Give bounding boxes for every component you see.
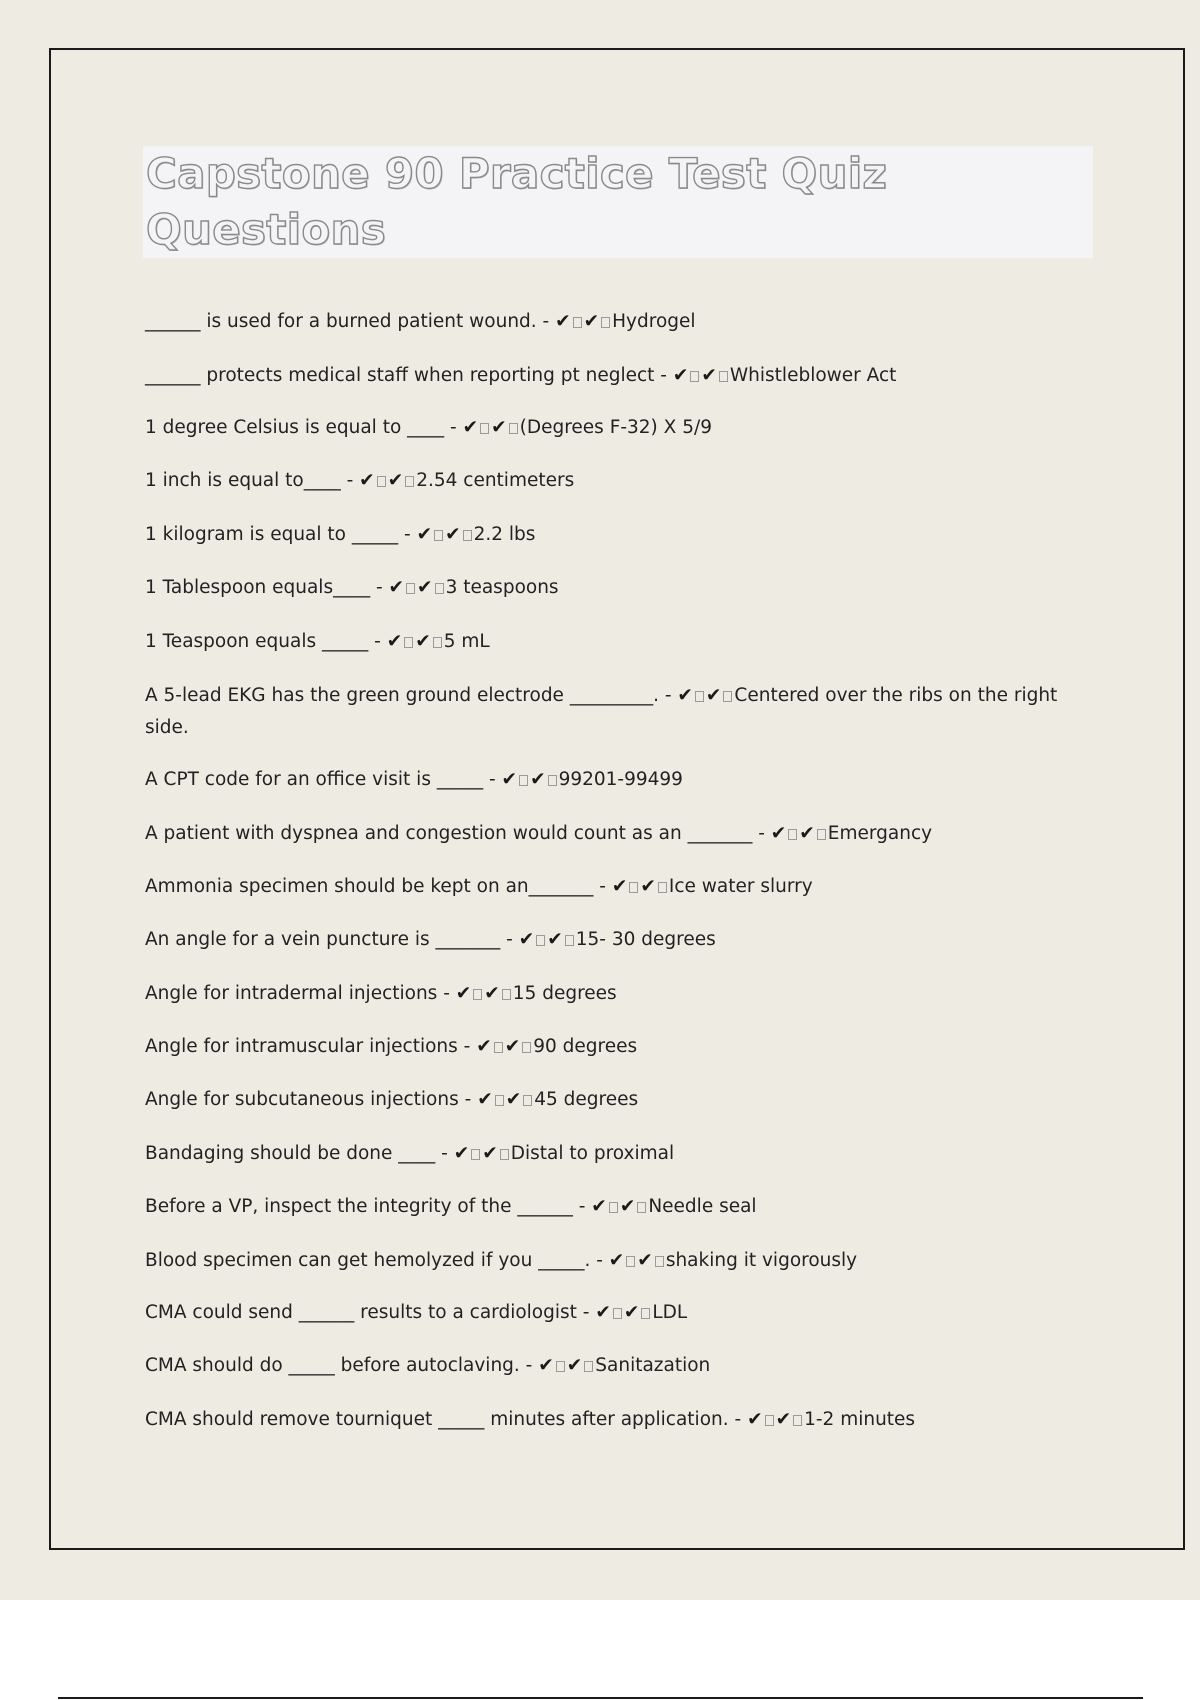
box-icon [548, 775, 557, 786]
box-icon [641, 1308, 650, 1319]
box-icon [502, 989, 511, 1000]
question-item [145, 1031, 1080, 1063]
dash-separator: - [654, 365, 673, 386]
dash-separator: - [590, 1250, 609, 1271]
check-icon: ✔ [611, 876, 628, 897]
check-icon: ✔ [445, 524, 461, 545]
box-icon [471, 1149, 480, 1160]
check-icon: ✔ [583, 311, 600, 332]
dash-separator: - [728, 1409, 748, 1430]
question-text: Angle for subcutaneous injections [145, 1089, 459, 1110]
box-icon [480, 423, 489, 434]
question-item [145, 1138, 1080, 1170]
question-item [145, 626, 1080, 658]
check-icon: ✔ [455, 983, 472, 1004]
check-icon: ✔ [482, 1143, 498, 1164]
check-icon: ✔ [491, 417, 507, 438]
box-icon [522, 1042, 531, 1053]
box-icon [817, 829, 826, 840]
box-icon [690, 371, 699, 382]
answer-text: LDL [652, 1302, 688, 1323]
check-icon: ✔ [388, 577, 405, 598]
check-icon: ✔ [608, 1250, 625, 1271]
answer-text: 2.2 lbs [473, 524, 536, 545]
dash-separator: - [458, 1089, 478, 1110]
question-text: Angle for intramuscular injections [145, 1036, 458, 1057]
check-icon: ✔ [417, 577, 433, 598]
check-icon: ✔ [547, 929, 563, 950]
box-icon [494, 1042, 503, 1053]
check-icon: ✔ [747, 1409, 763, 1430]
dash-separator: - [519, 1355, 539, 1376]
check-icon: ✔ [530, 769, 546, 790]
check-icon: ✔ [619, 1196, 636, 1217]
question-text: Bandaging should be done ____ [145, 1143, 436, 1164]
check-icon: ✔ [623, 1302, 640, 1323]
question-item [145, 924, 1080, 956]
answer-text: 3 teaspoons [445, 577, 559, 598]
check-icon: ✔ [705, 685, 722, 706]
answer-text: Sanitazation [595, 1355, 711, 1376]
check-icon: ✔ [484, 983, 500, 1004]
answer-text: 1-2 minutes [804, 1409, 916, 1430]
box-icon [723, 691, 732, 702]
answer-text: 99201-99499 [558, 769, 683, 790]
question-item [145, 1404, 1080, 1436]
check-icon: ✔ [505, 1089, 522, 1110]
question-item [145, 360, 1080, 392]
check-icon: ✔ [416, 524, 433, 545]
box-icon [613, 1308, 622, 1319]
answer-text: Ice water slurry [668, 876, 813, 897]
box-icon [523, 1095, 532, 1106]
check-icon: ✔ [415, 631, 431, 652]
box-icon [435, 583, 444, 594]
box-icon [601, 317, 610, 328]
box-icon [473, 989, 482, 1000]
question-item [145, 1191, 1080, 1223]
question-text: 1 inch is equal to____ [145, 470, 341, 491]
question-item [145, 818, 1080, 850]
check-icon: ✔ [566, 1355, 583, 1376]
check-icon: ✔ [476, 1036, 492, 1057]
box-icon [629, 882, 638, 893]
box-icon [434, 530, 443, 541]
box-icon [788, 829, 797, 840]
box-icon [584, 1361, 593, 1372]
answer-text: Distal to proximal [510, 1143, 675, 1164]
dash-separator: - [368, 631, 387, 652]
question-text: CMA should do _____ before autoclaving. [145, 1355, 520, 1376]
check-icon: ✔ [799, 823, 815, 844]
question-item [145, 764, 1080, 796]
question-item [145, 1245, 1080, 1277]
question-text: Before a VP, inspect the integrity of the ______ [145, 1196, 573, 1217]
question-item [145, 306, 1080, 338]
answer-text: Centered over the ribs on the right side. [145, 685, 1058, 738]
dash-separator: - [593, 876, 612, 897]
box-icon [793, 1415, 802, 1426]
answer-text: 90 degrees [533, 1036, 638, 1057]
answer-text: Needle seal [648, 1196, 757, 1217]
question-item [145, 519, 1080, 551]
answer-text: Hydrogel [612, 311, 696, 332]
box-icon [404, 637, 413, 648]
dash-separator: - [536, 311, 556, 332]
check-icon: ✔ [387, 470, 404, 491]
answer-text: 15 degrees [512, 983, 617, 1004]
question-text: A CPT code for an office visit is _____ [145, 769, 484, 790]
check-icon: ✔ [501, 769, 518, 790]
box-icon [609, 1202, 618, 1213]
question-text: A 5-lead EKG has the green ground electrode _________. [145, 685, 659, 706]
check-icon: ✔ [637, 1250, 653, 1271]
question-item [145, 1350, 1080, 1382]
check-icon: ✔ [518, 929, 535, 950]
dash-separator: - [752, 823, 771, 844]
question-item [145, 680, 1080, 744]
question-text: Blood specimen can get hemolyzed if you _____. [145, 1250, 591, 1271]
question-text: CMA should remove tourniquet _____ minutes after application. [145, 1409, 729, 1430]
check-icon: ✔ [677, 685, 693, 706]
dash-separator: - [437, 983, 456, 1004]
box-icon [658, 882, 667, 893]
check-icon: ✔ [775, 1409, 792, 1430]
box-icon [655, 1256, 664, 1267]
question-item [145, 871, 1080, 903]
question-text: CMA could send ______ results to a cardiologist [145, 1302, 577, 1323]
question-item [145, 978, 1080, 1010]
box-icon [406, 583, 415, 594]
check-icon: ✔ [462, 417, 479, 438]
box-icon [765, 1415, 774, 1426]
question-text: An angle for a vein puncture is _______ [145, 929, 501, 950]
answer-text: 2.54 centimeters [416, 470, 575, 491]
answer-text: 45 degrees [534, 1089, 639, 1110]
box-icon [463, 530, 472, 541]
answer-text: 5 mL [443, 631, 490, 652]
box-icon [637, 1202, 646, 1213]
dash-separator: - [483, 769, 502, 790]
check-icon: ✔ [386, 631, 403, 652]
box-icon [573, 317, 582, 328]
box-icon [495, 1095, 504, 1106]
check-icon: ✔ [453, 1143, 470, 1164]
box-icon [556, 1361, 565, 1372]
dash-separator: - [500, 929, 519, 950]
question-item [145, 1297, 1080, 1329]
dash-separator: - [576, 1302, 596, 1323]
question-text: 1 kilogram is equal to _____ [145, 524, 399, 545]
answer-text: 15- 30 degrees [575, 929, 716, 950]
dash-separator: - [658, 685, 678, 706]
answer-text: Whistleblower Act [729, 365, 897, 386]
question-text: ______ protects medical staff when reporting pt neglect [145, 365, 655, 386]
question-text: 1 Tablespoon equals____ [145, 577, 371, 598]
question-text: A patient with dyspnea and congestion would count as an _______ [145, 823, 753, 844]
box-icon [536, 935, 545, 946]
answer-text: shaking it vigorously [665, 1250, 858, 1271]
dash-separator: - [370, 577, 389, 598]
dash-separator: - [398, 524, 417, 545]
dash-separator: - [435, 1143, 454, 1164]
check-icon: ✔ [640, 876, 656, 897]
check-icon: ✔ [538, 1355, 554, 1376]
box-icon [500, 1149, 509, 1160]
dash-separator: - [457, 1036, 477, 1057]
question-text: 1 Teaspoon equals _____ [145, 631, 369, 652]
document-title: Capstone 90 Practice Test Quiz Questions [146, 149, 888, 254]
question-text: Angle for intradermal injections [145, 983, 438, 1004]
check-icon: ✔ [555, 311, 571, 332]
box-icon [565, 935, 574, 946]
question-item [145, 1084, 1080, 1116]
check-icon: ✔ [359, 470, 375, 491]
check-icon: ✔ [770, 823, 787, 844]
question-text: Ammonia specimen should be kept on an_______ [145, 876, 594, 897]
box-icon [519, 775, 528, 786]
box-icon [405, 476, 414, 487]
check-icon: ✔ [591, 1196, 607, 1217]
check-icon: ✔ [504, 1036, 521, 1057]
question-item [145, 572, 1080, 604]
question-item [145, 412, 1080, 444]
dash-separator: - [444, 417, 463, 438]
question-text: 1 degree Celsius is equal to ____ [145, 417, 445, 438]
check-icon: ✔ [595, 1302, 611, 1323]
answer-text: Emergancy [827, 823, 933, 844]
footer-divider [58, 1697, 1143, 1699]
dash-separator: - [340, 470, 360, 491]
check-icon: ✔ [701, 365, 717, 386]
box-icon [377, 476, 386, 487]
box-icon [719, 371, 728, 382]
box-icon [626, 1256, 635, 1267]
question-text: ______ is used for a burned patient wound. [145, 311, 537, 332]
box-icon [509, 423, 518, 434]
box-icon [695, 691, 704, 702]
check-icon: ✔ [672, 365, 689, 386]
box-icon [433, 637, 442, 648]
answer-text: (Degrees F-32) X 5/9 [519, 417, 712, 438]
dash-separator: - [572, 1196, 592, 1217]
question-item [145, 465, 1080, 497]
check-icon: ✔ [477, 1089, 493, 1110]
